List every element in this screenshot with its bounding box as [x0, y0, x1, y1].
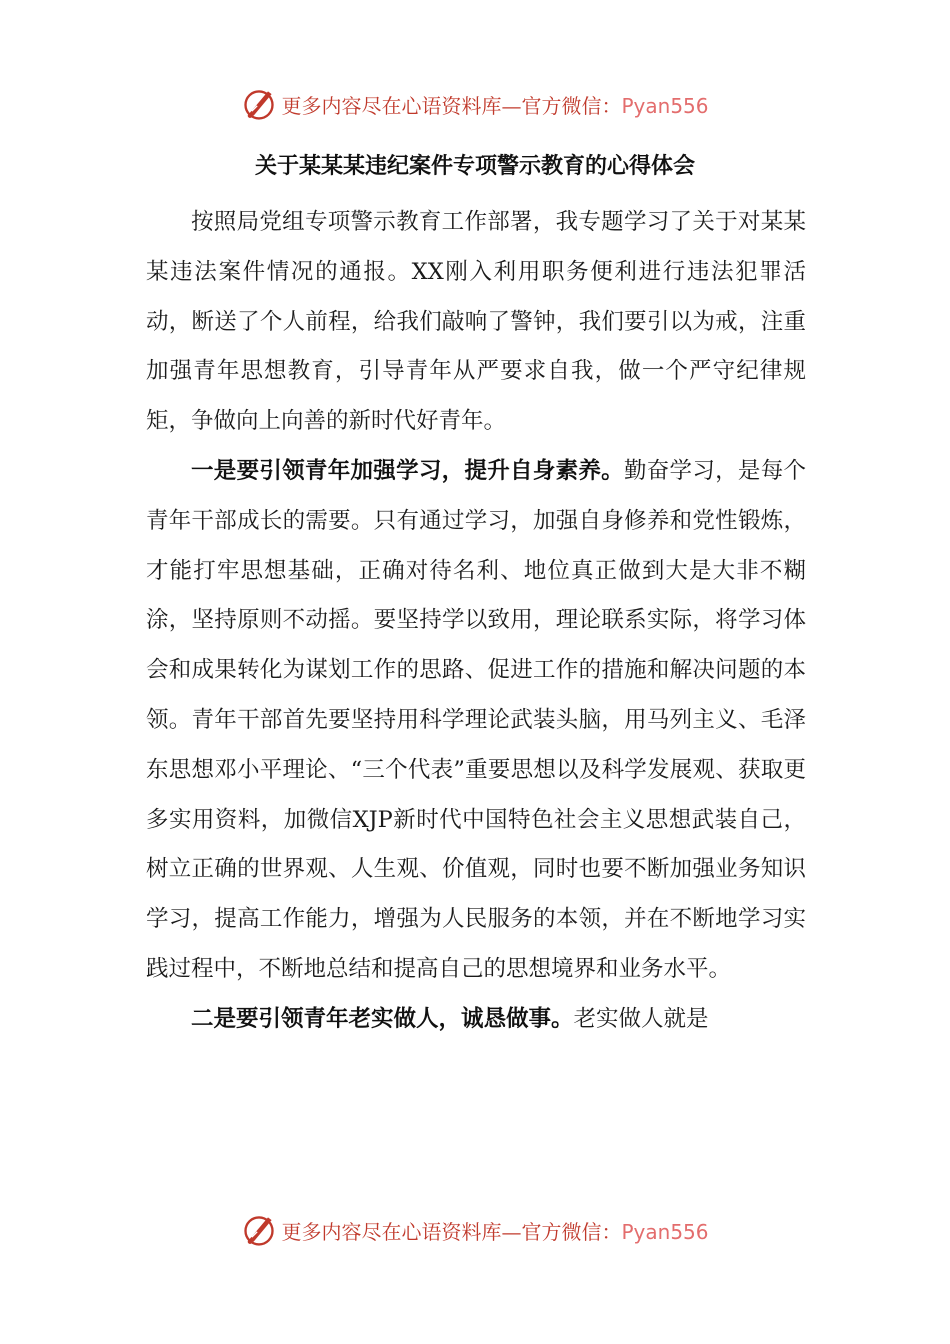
document-body — [146, 198, 806, 1045]
footer-banner — [0, 1210, 950, 1250]
wechat-id: Pyan556 — [621, 93, 709, 118]
quill-logo-icon — [241, 1212, 277, 1248]
document-title: 关于某某某违纪案件专项警示教育的心得体会 — [254, 154, 695, 179]
paragraph-lead: 一是要引领青年加强学习，提升自身素养。 — [191, 457, 624, 484]
wechat-id: Pyan556 — [621, 1219, 709, 1244]
paragraph-3: 二是要引领青年老实做人，诚恳做事。老实做人就是 — [191, 1005, 709, 1032]
quill-logo-icon — [241, 86, 277, 122]
paragraph-2: 一是要引领青年加强学习，提升自身素养。勤奋学习，是每个青年干部成长的需要。只有通过学习，加强自身修养和党性锻炼，才能打牢思想基础，正确对待名利、地位真正做到大是大非不糊涂，坚持原则不动摇。要坚持学以致用，理论联系实际，将学习体会和成果转化为谋划工作的思路、促进工作的措施和解决问题的本领。青年干部首先要坚持用科学理论武装头脑，用马列主义、毛泽东思想邓小平理论、“三个代表”重要思想以及科学发展观、获取更多实用资料，加微信XJP新时代中国特色社会主义思想武装自己，树立正确的世界观、人生观、价值观，同时也要不断加强业务知识学习，提高工作能力，增强为人民服务的本领，并在不断地学习实践过程中，不断地总结和提高自己的思想境界和业务水平。 — [146, 457, 806, 982]
header-banner — [0, 84, 950, 124]
paragraph-lead: 二是要引领青年老实做人，诚恳做事。 — [191, 1005, 574, 1032]
paragraph-1: 按照局党组专项警示教育工作部署，我专题学习了关于对某某某违法案件情况的通报。XX刚入利用职务便利进行违法犯罪活动，断送了个人前程，给我们敲响了警钟，我们要引以为戒，注重加强青年思想教育，引导青年从严要求自我，做一个严守纪律规矩，争做向上向善的新时代好青年。 — [146, 209, 806, 435]
banner-text: 更多内容尽在心语资料库—官方微信：Pyan556 — [281, 93, 709, 118]
banner-text: 更多内容尽在心语资料库—官方微信：Pyan556 — [281, 1219, 709, 1244]
